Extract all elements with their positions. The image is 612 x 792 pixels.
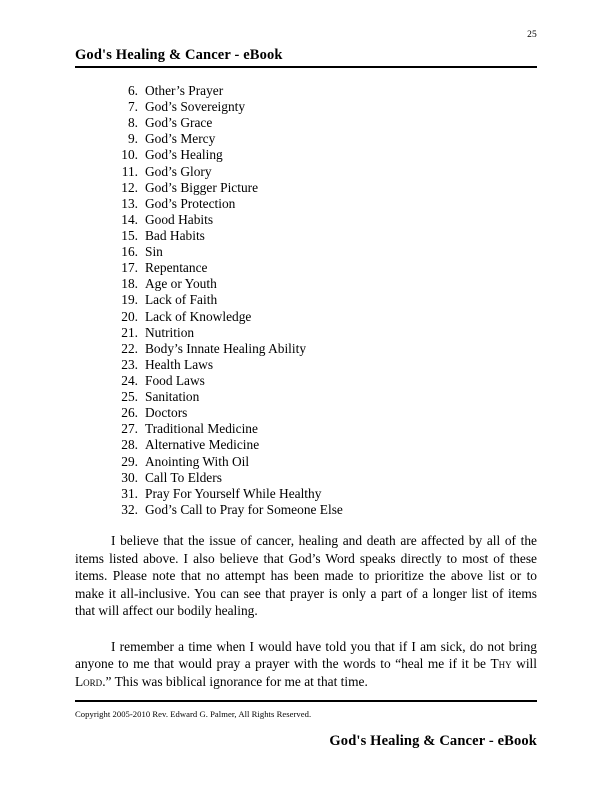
list-item [0,180,612,196]
list-item [0,389,612,405]
list-item-label: Call To Elders [145,469,222,485]
body-content [75,532,537,690]
list-item [0,502,612,518]
list-item-label: Nutrition [145,324,195,340]
list-item-number: 30. [121,469,138,485]
list-item-label: God’s Sovereignty [145,99,246,115]
list-item-number: 15. [121,227,138,243]
paragraph-2-part-3: .” This was biblical ignorance for me at that time. [102,673,368,689]
list-item-label: Pray For Yourself While Healthy [145,485,322,501]
list-item-label: God’s Grace [145,115,213,131]
list-item-number: 18. [121,276,138,292]
list-item-number: 10. [121,147,138,163]
list-item [0,341,612,357]
list-item-number: 12. [121,179,138,195]
list-item-label: Lack of Knowledge [145,308,252,324]
list-item-label: God’s Healing [145,147,223,163]
list-item-number: 6. [127,83,138,98]
paragraph-2-part-2: will [511,656,537,672]
list-item-label: Sin [145,244,163,260]
list-item-number: 8. [127,115,138,131]
list-item-number: 13. [121,195,138,211]
list-item [0,147,612,163]
list-item-label: God’s Bigger Picture [145,179,259,195]
list-item [0,454,612,470]
paragraph-1: I believe that the issue of cancer, healing and death are affected by all of the items listed above. I also believe that God’s Word speaks directly to most of these items. Please note that no attempt has been made to prioritize the above list or to make it all-inclusive. You can see that prayer is only a part of a longer list of items that will affect our bodily healing. [75,533,537,619]
smallcaps-lord: Lord [75,673,103,689]
list-item [0,115,612,131]
list-item-number: 11. [121,163,138,179]
list-item-number: 14. [121,211,138,227]
list-item [0,164,612,180]
footer-divider [75,700,537,702]
list-item [0,212,612,228]
list-item-number: 27. [121,421,138,437]
copyright-notice: Copyright 2005-2010 Rev. Edward G. Palmer, All Rights Reserved. [75,709,312,719]
list-item [0,437,612,453]
list-item-number: 29. [121,453,138,469]
footer-title: God's Healing & Cancer - eBook [329,733,537,750]
list-item-label: Health Laws [145,356,214,372]
list-item-number: 21. [121,324,138,340]
paragraph-2 [75,638,537,691]
list-item [0,276,612,292]
list-item-label: Doctors [145,405,188,421]
list-item-number: 28. [121,437,138,453]
list-item [0,309,612,325]
list-item [0,373,612,389]
header-title: God's Healing & Cancer - eBook [75,47,283,63]
list-item-number: 20. [121,308,138,324]
list-item-label: Bad Habits [145,227,205,243]
list-item [0,325,612,341]
list-item-number: 22. [121,340,138,356]
list-item-label: Good Habits [145,211,214,227]
page-footer [75,700,537,750]
paragraph-2-part-1: I remember a time when I would have told you that if I am sick, do not bring anyone to me that would pray a prayer with the words to “heal me if it be [75,638,537,672]
list-item [0,228,612,244]
list-item-number: 23. [121,356,138,372]
header-divider [75,66,537,68]
list-item [0,357,612,373]
list-item-number: 31. [121,485,138,501]
list-item [0,292,612,308]
list-item-number: 16. [121,244,138,260]
list-item [0,421,612,437]
list-item-number: 25. [121,389,138,405]
list-item-label: Traditional Medicine [145,421,258,437]
list-item-number: 17. [121,260,138,276]
list-item [0,486,612,502]
list-item-label: Anointing With Oil [145,453,250,469]
list-item-label: Lack of Faith [145,292,218,308]
list-item-label: Repentance [145,260,208,276]
page-header [75,47,537,68]
list-item [0,99,612,115]
list-item-label: Food Laws [145,372,205,388]
list-item [0,244,612,260]
list-item-number: 7. [127,99,138,115]
list-item-label: Age or Youth [145,276,217,292]
smallcaps-thy: Thy [490,656,512,672]
list-item-label: God’s Glory [145,163,212,179]
list-item [0,260,612,276]
list-item-number: 24. [121,372,138,388]
list-item-label: Sanitation [145,389,200,405]
numbered-list [0,83,612,518]
list-item-number: 32. [121,501,138,517]
page-number: 25 [527,30,537,40]
list-item-number: 26. [121,405,138,421]
list-item-label: God’s Call to Pray for Someone Else [145,501,343,517]
list-item [0,83,612,99]
list-item-label: Alternative Medicine [145,437,260,453]
list-item-label: Body’s Innate Healing Ability [145,340,307,356]
list-item-number: 9. [127,131,138,147]
list-item [0,131,612,147]
list-item-label: God’s Protection [145,195,236,211]
list-item [0,196,612,212]
list-item-label: Other’s Prayer [145,83,224,98]
list-item [0,470,612,486]
list-item [0,405,612,421]
list-item-number: 19. [121,292,138,308]
list-item-label: God’s Mercy [145,131,216,147]
